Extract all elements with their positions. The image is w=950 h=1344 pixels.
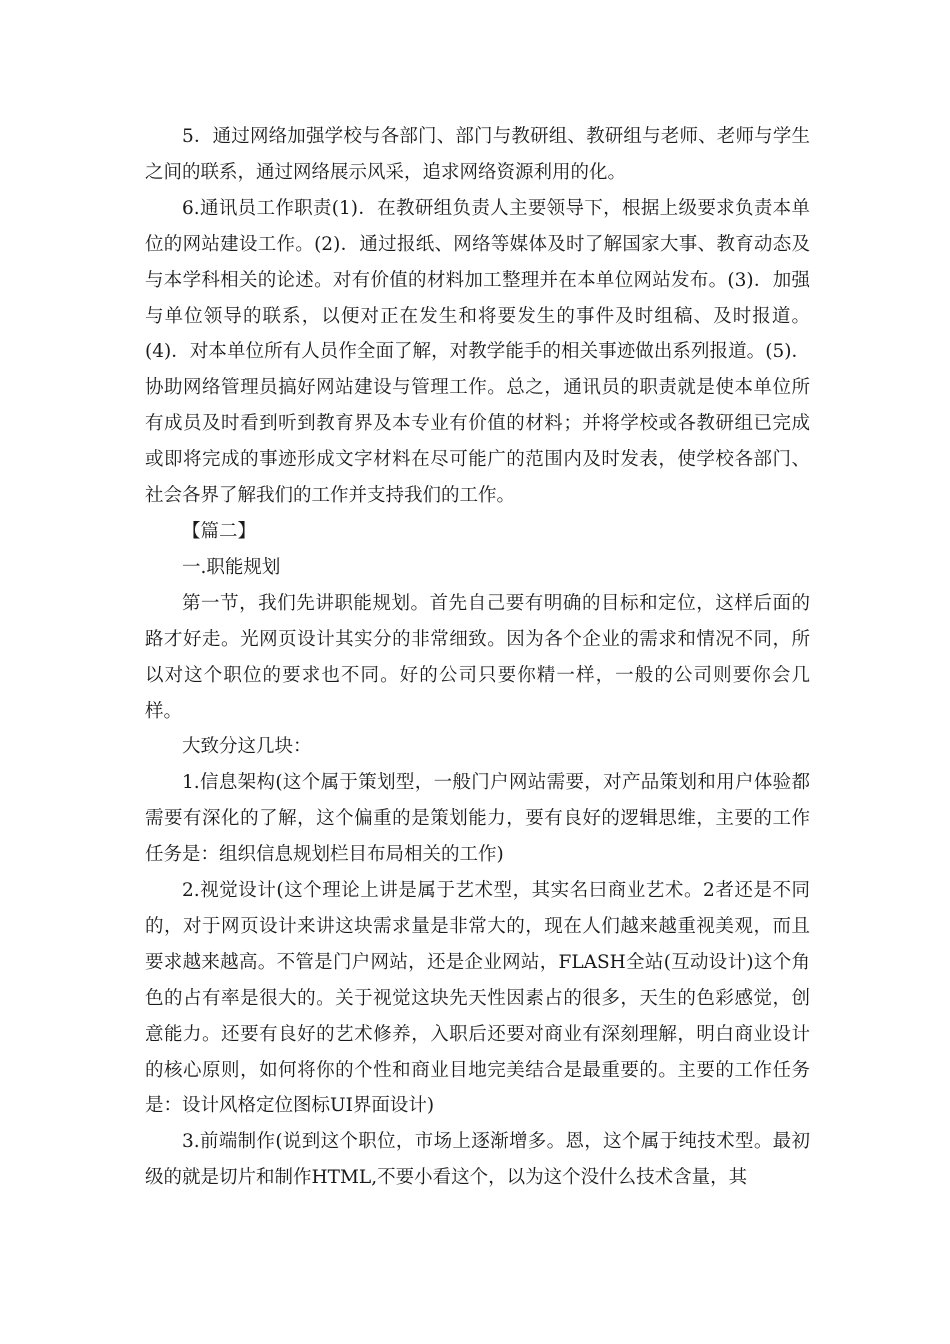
paragraph-section-one: 第一节，我们先讲职能规划。首先自己要有明确的目标和定位，这样后面的路才好走。光网页设计其实分的非常细致。因为各个企业的需求和情况不同，所以对这个职位的要求也不同。好的公司只要你精一样，一般的公司则要你会几样。 bbox=[145, 592, 810, 722]
document-body bbox=[145, 119, 810, 1196]
paragraph-correspondent-duties: 6.通讯员工作职责(1)．在教研组负责人主要领导下，根据上级要求负责本单位的网站建设工作。(2)．通过报纸、网络等媒体及时了解国家大事、教育动态及与本学科相关的论述。对有价值的材料加工整理并在本单位网站发布。(3)．加强与单位领导的联系，以便对正在发生和将要发生的事件及时组稿、及时报道。(4)．对本单位所有人员作全面了解，对教学能手的相关事迹做出系列报道。(5)．协助网络管理员搞好网站建设与管理工作。总之，通讯员的职责就是使本单位所有成员及时看到听到教育界及本专业有价值的材料；并将学校或各教研组已完成或即将完成的事迹形成文字材料在尽可能广的范围内及时发表，使学校各部门、社会各界了解我们的工作并支持我们的工作。 bbox=[145, 197, 810, 507]
paragraph-information-architecture: 1.信息架构(这个属于策划型，一般门户网站需要，对产品策划和用户体验都需要有深化的了解，这个偏重的是策划能力，要有良好的逻辑思维，主要的工作任务是：组织信息规划栏目布局相关的工作) bbox=[145, 772, 810, 866]
paragraph-visual-design: 2.视觉设计(这个理论上讲是属于艺术型，其实名曰商业艺术。2者还是不同的，对于网页设计来讲这块需求量是非常大的，现在人们越来越重视美观，而且要求越来越高。不管是门户网站，还是企业网站，FLASH全站(互动设计)这个角色的占有率是很大的。关于视觉这块先天性因素占的很多，天生的色彩感觉，创意能力。还要有良好的艺术修养，入职后还要对商业有深刻理解，明白商业设计的核心原则，如何将你的个性和商业目地完美结合是最重要的。主要的工作任务是：设计风格定位图标UI界面设计) bbox=[145, 880, 810, 1117]
section-heading-part-two: 【篇二】 bbox=[182, 520, 257, 542]
paragraph-item-5: 5．通过网络加强学校与各部门、部门与教研组、教研组与老师、老师与学生之间的联系，通过网络展示风采，追求网络资源利用的化。 bbox=[145, 126, 810, 183]
section-heading-job-planning: 一.职能规划 bbox=[182, 556, 281, 578]
paragraph-frontend-production: 3.前端制作(说到这个职位，市场上逐渐增多。恩，这个属于纯技术型。最初级的就是切片和制作HTML,不要小看这个，以为这个没什么技术含量，其 bbox=[145, 1131, 810, 1189]
paragraph-overview: 大致分这几块： bbox=[182, 736, 312, 758]
